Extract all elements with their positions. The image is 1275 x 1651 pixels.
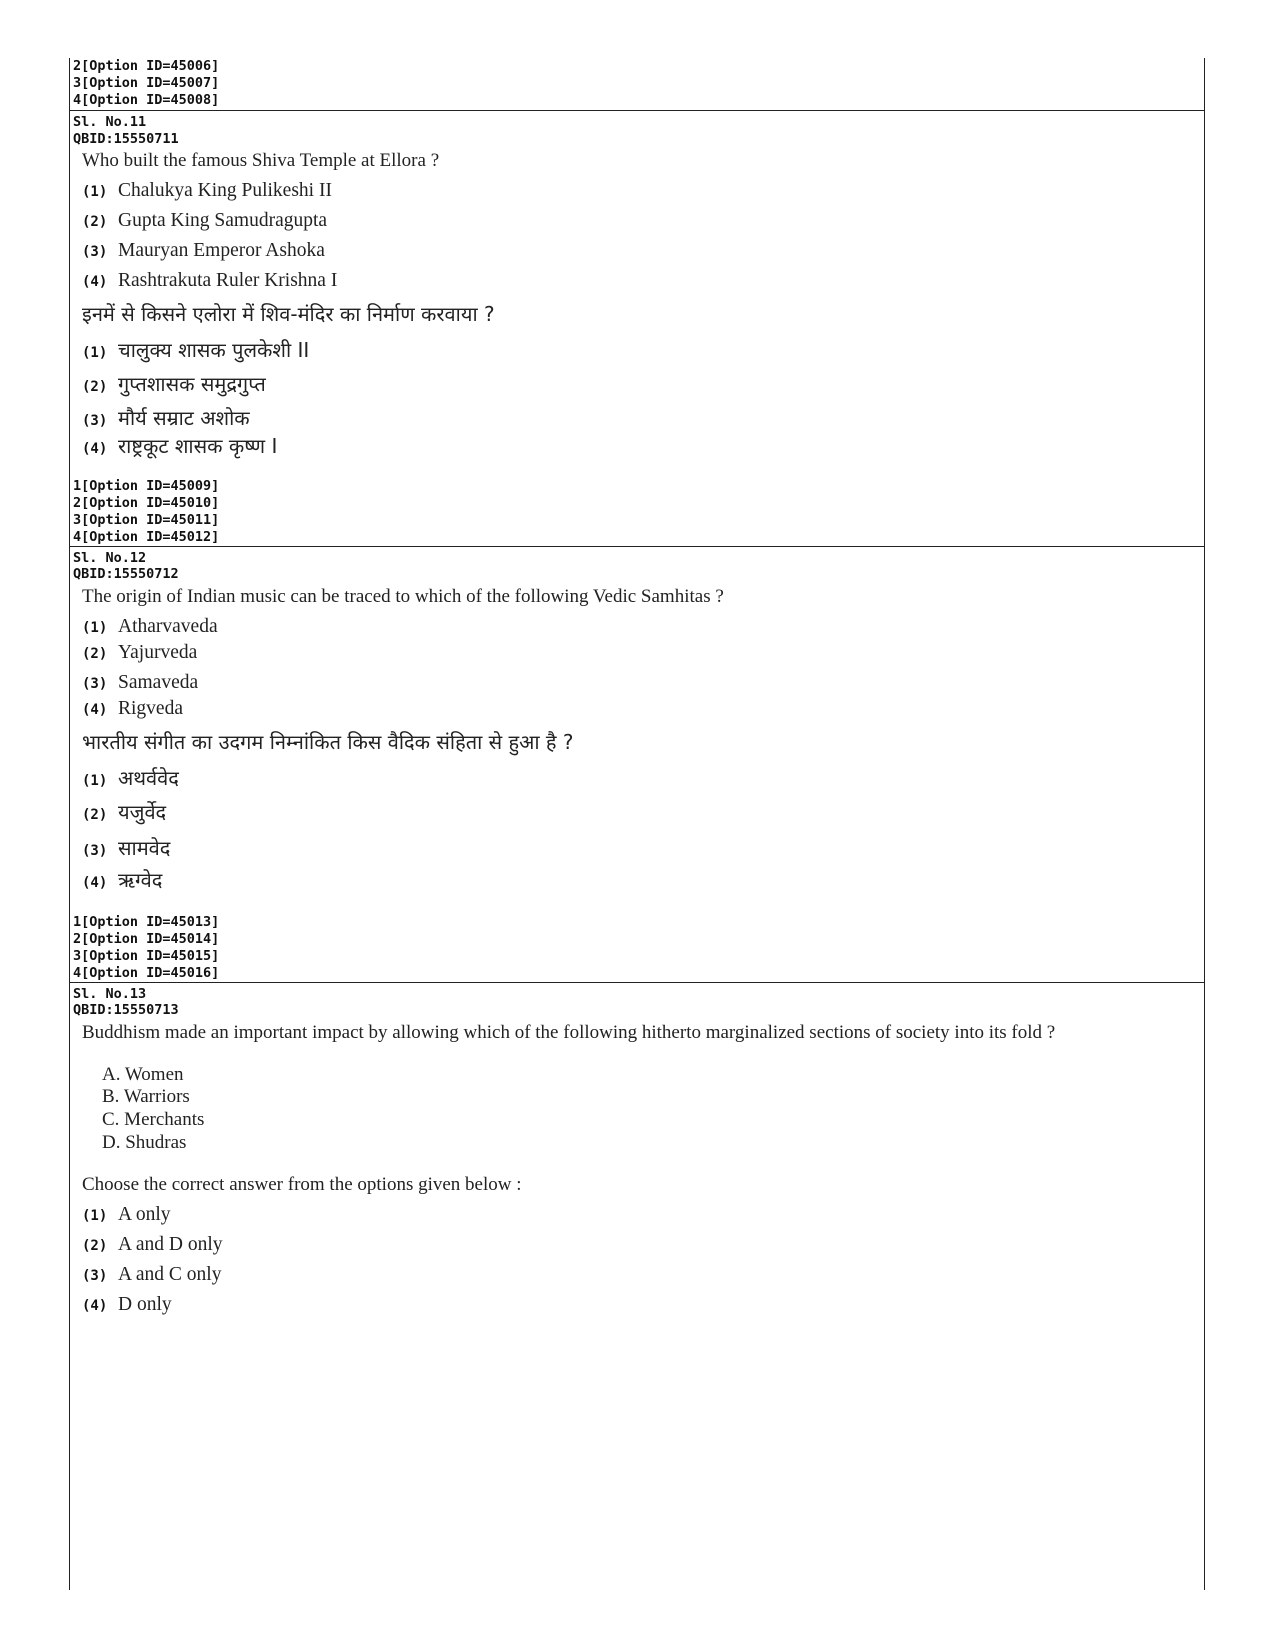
option-number: (2) (82, 1238, 108, 1254)
option-ids (70, 914, 219, 982)
statement-c: C. Merchants (102, 1109, 205, 1130)
option-1-en (82, 180, 332, 202)
option-text: मौर्य सम्राट अशोक (118, 406, 250, 430)
option-id: 4[Option ID=45008] (73, 92, 220, 108)
option-id: 1[Option ID=45009] (73, 478, 220, 494)
option-number: (1) (82, 1208, 108, 1224)
option-3-hi (82, 834, 170, 861)
option-id: 3[Option ID=45011] (73, 512, 220, 528)
option-id: 2[Option ID=45010] (73, 495, 220, 511)
option-number: (2) (82, 807, 108, 823)
option-number: (1) (82, 345, 108, 361)
option-number: (3) (82, 413, 108, 429)
question-text-en: Who built the famous Shiva Temple at Ellora ? (82, 150, 440, 171)
top-option-ids (70, 58, 1204, 109)
option-number: (4) (82, 274, 108, 290)
option-text: गुप्तशासक समुद्रगुप्त (118, 372, 266, 396)
option-id: 2[Option ID=45006] (73, 58, 220, 74)
option-2-hi (82, 370, 266, 397)
option-id: 2[Option ID=45014] (73, 931, 220, 947)
option-4-en (82, 270, 337, 292)
option-2-en (82, 210, 327, 232)
option-id: 1[Option ID=45013] (73, 914, 220, 930)
statement-b: B. Warriors (102, 1086, 190, 1107)
option-ids (70, 478, 219, 546)
option-4-en (82, 1294, 172, 1316)
sl-no: Sl. No.13 (73, 986, 147, 1002)
option-number: (4) (82, 702, 108, 718)
option-id: 4[Option ID=45016] (73, 965, 220, 981)
qbid: QBID:15550711 (73, 131, 179, 147)
option-1-en (82, 616, 218, 638)
option-text: A only (118, 1204, 171, 1225)
option-1-hi (82, 336, 309, 363)
option-1-hi (82, 764, 179, 791)
option-1-en (82, 1204, 171, 1226)
option-id: 4[Option ID=45012] (73, 529, 220, 545)
option-number: (2) (82, 214, 108, 230)
page-frame (69, 58, 1205, 1590)
statement-d: D. Shudras (102, 1132, 187, 1153)
option-4-hi (82, 432, 277, 459)
option-text: Samaveda (118, 672, 199, 693)
option-text: चालुक्य शासक पुलकेशी II (118, 338, 310, 362)
option-text: Rigveda (118, 698, 183, 719)
option-2-en (82, 1234, 223, 1256)
option-text: Rashtrakuta Ruler Krishna I (118, 270, 338, 291)
option-number: (3) (82, 1268, 108, 1284)
option-number: (3) (82, 244, 108, 260)
option-text: अथर्ववेद (118, 766, 179, 790)
sl-no: Sl. No.11 (73, 114, 147, 130)
option-text: A and D only (118, 1234, 223, 1255)
separator (70, 110, 1204, 111)
question-13 (70, 986, 1204, 1406)
option-text: Yajurveda (118, 642, 198, 663)
option-text: राष्ट्रकूट शासक कृष्ण I (118, 434, 278, 458)
option-3-en (82, 1264, 221, 1286)
question-11 (70, 114, 1204, 544)
option-number: (1) (82, 620, 108, 636)
option-3-en (82, 672, 198, 694)
separator (70, 982, 1204, 983)
instruction-text: Choose the correct answer from the options given below : (82, 1174, 522, 1195)
option-4-en (82, 698, 183, 720)
option-number: (1) (82, 184, 108, 200)
option-id: 3[Option ID=45007] (73, 75, 220, 91)
option-number: (4) (82, 875, 108, 891)
option-id: 3[Option ID=45015] (73, 948, 220, 964)
option-text: Mauryan Emperor Ashoka (118, 240, 325, 261)
statement-a: A. Women (102, 1064, 184, 1085)
option-number: (4) (82, 441, 108, 457)
sl-no: Sl. No.12 (73, 550, 147, 566)
option-text: Atharvaveda (118, 616, 218, 637)
option-number: (3) (82, 843, 108, 859)
option-number: (1) (82, 773, 108, 789)
option-number: (2) (82, 379, 108, 395)
question-text-hi: भारतीय संगीत का उदगम निम्नांकित किस वैदिक संहिता से हुआ है ? (82, 730, 574, 754)
option-number: (2) (82, 646, 108, 662)
option-2-en (82, 642, 197, 664)
option-number: (4) (82, 1298, 108, 1314)
separator (70, 546, 1204, 547)
option-text: Gupta King Samudragupta (118, 210, 328, 231)
option-text: Chalukya King Pulikeshi II (118, 180, 332, 201)
question-12 (70, 550, 1204, 980)
option-text: यजुर्वेद (118, 800, 167, 824)
option-text: A and C only (118, 1264, 222, 1285)
option-text: ऋग्वेद (118, 868, 163, 892)
question-text-hi: इनमें से किसने एलोरा में शिव-मंदिर का निर्माण करवाया ? (82, 302, 495, 326)
question-text-en: Buddhism made an important impact by allowing which of the following hitherto marginalized sections of society into its fold ? (82, 1022, 1056, 1043)
option-2-hi (82, 798, 166, 825)
option-text: D only (118, 1294, 172, 1315)
option-text: सामवेद (118, 836, 171, 860)
option-4-hi (82, 866, 162, 893)
question-text-en: The origin of Indian music can be traced to which of the following Vedic Samhitas ? (82, 586, 724, 607)
qbid: QBID:15550712 (73, 566, 179, 582)
option-3-en (82, 240, 325, 262)
option-number: (3) (82, 676, 108, 692)
qbid: QBID:15550713 (73, 1002, 179, 1018)
option-3-hi (82, 404, 250, 431)
